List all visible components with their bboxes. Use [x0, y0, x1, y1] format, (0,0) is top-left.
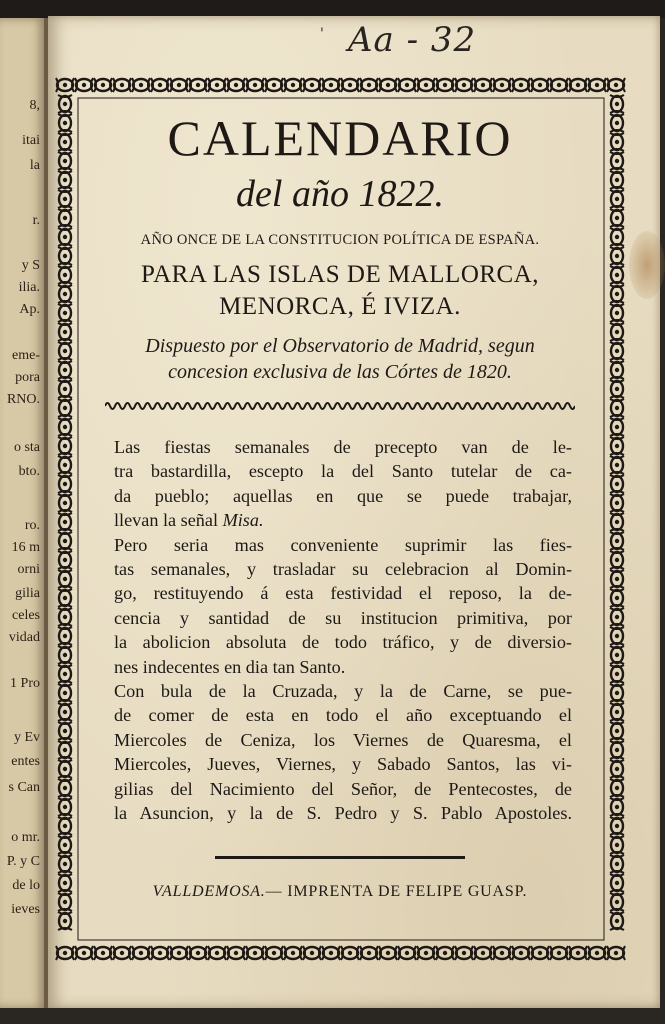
text-line-start: llevan la señal [114, 510, 219, 531]
border-ornament [610, 684, 624, 702]
paragraph-bula [78, 679, 572, 825]
paragraph-suprimir [78, 533, 572, 679]
left-page-fragment: itai [22, 133, 40, 148]
imprint-place: VALLDEMOSA. [152, 882, 266, 900]
border-ornament [610, 380, 624, 398]
border-ornament [610, 570, 624, 588]
border-ornament [610, 627, 624, 645]
text-line: la abolicion absoluta de todo tráfico, y de diversio- [114, 632, 572, 653]
border-ornament [610, 912, 624, 930]
text-line: nes indecentes en dia tan Santo. [114, 656, 346, 677]
border-ornament [474, 946, 492, 960]
border-ornament [208, 946, 226, 960]
border-ornament [246, 946, 264, 960]
border-ornament [610, 532, 624, 550]
border-ornament [360, 946, 378, 960]
left-page-fragment: gilia [15, 586, 40, 601]
text-line: Con bula de la Cruzada, y la de Carne, se pue- [114, 681, 572, 702]
border-ornament [610, 418, 624, 436]
observatory-line-1: Dispuesto por el Observatorio de Madrid, segun [145, 335, 535, 357]
text-line: gilias del Nacimiento del Señor, de Pentecostes, de [114, 778, 572, 799]
left-page-fragment: vidad [8, 630, 40, 645]
border-ornament [417, 946, 435, 960]
observatory-note [70, 333, 610, 385]
border-ornament [610, 893, 624, 911]
left-page-fragment: r. [32, 213, 40, 228]
border-ornament [610, 722, 624, 740]
text-line: da pueblo; aquellas en que se puede trabajar, [114, 485, 572, 506]
text-line: de comer de esta en todo el año exceptuando el [114, 705, 572, 726]
border-ornament [58, 912, 72, 930]
text-line: cencia y santidad de su institucion primitiva, por [114, 607, 572, 628]
left-page-fragment: ieves [11, 902, 40, 917]
border-ornament [610, 475, 624, 493]
border-ornament [265, 946, 283, 960]
text-line: tra bastardilla, escepto la del Santo tutelar de ca- [114, 461, 572, 482]
border-ornament [610, 665, 624, 683]
border-ornament [75, 946, 93, 960]
islands-line-1: PARA LAS ISLAS DE MALLORCA, [140, 261, 540, 288]
left-page-fragment: o mr. [11, 830, 40, 845]
text-line: Miercoles de Ceniza, los Viernes de Quaresma, el [114, 729, 572, 750]
border-ornament [341, 946, 359, 960]
border-ornament [588, 946, 606, 960]
text-line: Miercoles, Jueves, Viernes, y Sabado Santos, las vi- [114, 754, 572, 775]
islands-heading [70, 259, 610, 323]
border-ornament [610, 456, 624, 474]
border-ornament [610, 361, 624, 379]
text-line [78, 508, 572, 532]
body-text [78, 435, 572, 826]
misa-label: Misa. [222, 510, 264, 531]
border-ornament [151, 946, 169, 960]
left-page-fragment: ro. [24, 518, 40, 533]
border-ornament [610, 190, 624, 208]
text-line: Pero seria mas conveniente suprimir las fies- [114, 534, 572, 555]
border-ornament [610, 152, 624, 170]
islands-line-2: MENORCA, É IVIZA. [219, 293, 461, 320]
border-ornament [610, 703, 624, 721]
border-ornament [610, 133, 624, 151]
imprint-line [70, 883, 610, 901]
border-ornament [610, 646, 624, 664]
border-ornament [610, 817, 624, 835]
page-title: CALENDARIO [167, 110, 513, 166]
border-ornament [610, 399, 624, 417]
border-ornament [455, 946, 473, 960]
border-ornament [379, 946, 397, 960]
border-ornament [398, 946, 416, 960]
wavy-divider [105, 399, 575, 413]
shelfmark-tick: ' [320, 26, 324, 42]
border-ornament [284, 946, 302, 960]
border-ornament [189, 946, 207, 960]
left-page-fragment: la [29, 158, 40, 173]
left-page-fragment: s Can [8, 780, 40, 795]
border-ornament [436, 946, 454, 960]
left-page-fragment: celes [12, 608, 40, 623]
left-page-fragment: pora [15, 370, 40, 385]
left-page-fragment: entes [11, 754, 40, 769]
border-ornament [610, 304, 624, 322]
border-ornament [322, 946, 340, 960]
border-ornament [303, 946, 321, 960]
left-page-fragment: 1 Pro [10, 676, 40, 691]
border-ornament [113, 946, 131, 960]
border-ornament [610, 209, 624, 227]
text-line: go, restituyendo á esta festividad el reposo, la de- [114, 583, 572, 604]
border-ornament [610, 589, 624, 607]
border-ornament [610, 494, 624, 512]
paragraph-fiestas [78, 435, 572, 533]
border-ornament [610, 798, 624, 816]
border-ornament [170, 946, 188, 960]
border-ornament [531, 946, 549, 960]
left-page-fragment: 8, [29, 98, 40, 113]
border-ornament [610, 779, 624, 797]
border-ornament [550, 946, 568, 960]
text-line: Las fiestas semanales de precepto van de le- [114, 437, 572, 457]
border-ornament [569, 946, 587, 960]
wavy-divider-line [105, 403, 575, 409]
border-ornament [610, 171, 624, 189]
border-ornament [610, 760, 624, 778]
shelfmark: Aa - 32 [348, 20, 477, 60]
border-ornament [610, 855, 624, 873]
border-ornament [610, 437, 624, 455]
border-ornament [610, 874, 624, 892]
border-ornament [610, 114, 624, 132]
border-ornament [610, 266, 624, 284]
adjacent-page [0, 18, 46, 1008]
left-page-fragment: P. y C [6, 854, 40, 869]
border-ornament [94, 946, 112, 960]
left-page-fragment: RNO. [6, 392, 40, 407]
left-page-fragment: ilia. [18, 280, 40, 295]
text-line: la Asuncion, y la de S. Pedro y S. Pablo Apostoles. [114, 803, 572, 824]
left-page-fragment: y Ev [13, 730, 40, 745]
border-ornament [132, 946, 150, 960]
paper-stain [629, 231, 665, 299]
border-ornament [56, 946, 74, 960]
border-ornament [610, 228, 624, 246]
left-page-fragment: Ap. [19, 302, 40, 317]
left-page-fragment: 16 m [11, 540, 40, 555]
border-ornament [610, 95, 624, 113]
observatory-line-2: concesion exclusiva de las Córtes de 1820. [168, 361, 512, 383]
left-page-fragment: o sta [13, 440, 40, 455]
imprint-printer: — IMPRENTA DE FELIPE GUASP. [265, 882, 528, 900]
calendar-title-page [48, 16, 660, 1008]
border-ornament [610, 608, 624, 626]
border-ornament [610, 323, 624, 341]
border-ornament [607, 946, 625, 960]
page-content [70, 76, 610, 901]
left-page-fragment: orni [17, 562, 40, 577]
border-ornament [610, 836, 624, 854]
constitution-line: AÑO ONCE DE LA CONSTITUCION POLÍTICA DE ESPAÑA. [140, 232, 540, 248]
border-ornament [610, 247, 624, 265]
border-ornament [610, 342, 624, 360]
left-page-fragment: de lo [12, 878, 40, 893]
border-ornament [610, 285, 624, 303]
left-page-fragment: eme- [12, 348, 40, 363]
border-ornament [610, 741, 624, 759]
border-ornament [493, 946, 511, 960]
horizontal-rule [215, 856, 465, 859]
text-line: tas semanales, y trasladar su celebracion al Domin- [114, 559, 572, 580]
border-ornament [610, 513, 624, 531]
border-ornament [610, 551, 624, 569]
border-ornament [512, 946, 530, 960]
left-page-fragment: bto. [18, 464, 40, 479]
border-ornament [227, 946, 245, 960]
left-page-fragment: y S [21, 258, 40, 273]
year-line: del año 1822. [236, 173, 444, 215]
